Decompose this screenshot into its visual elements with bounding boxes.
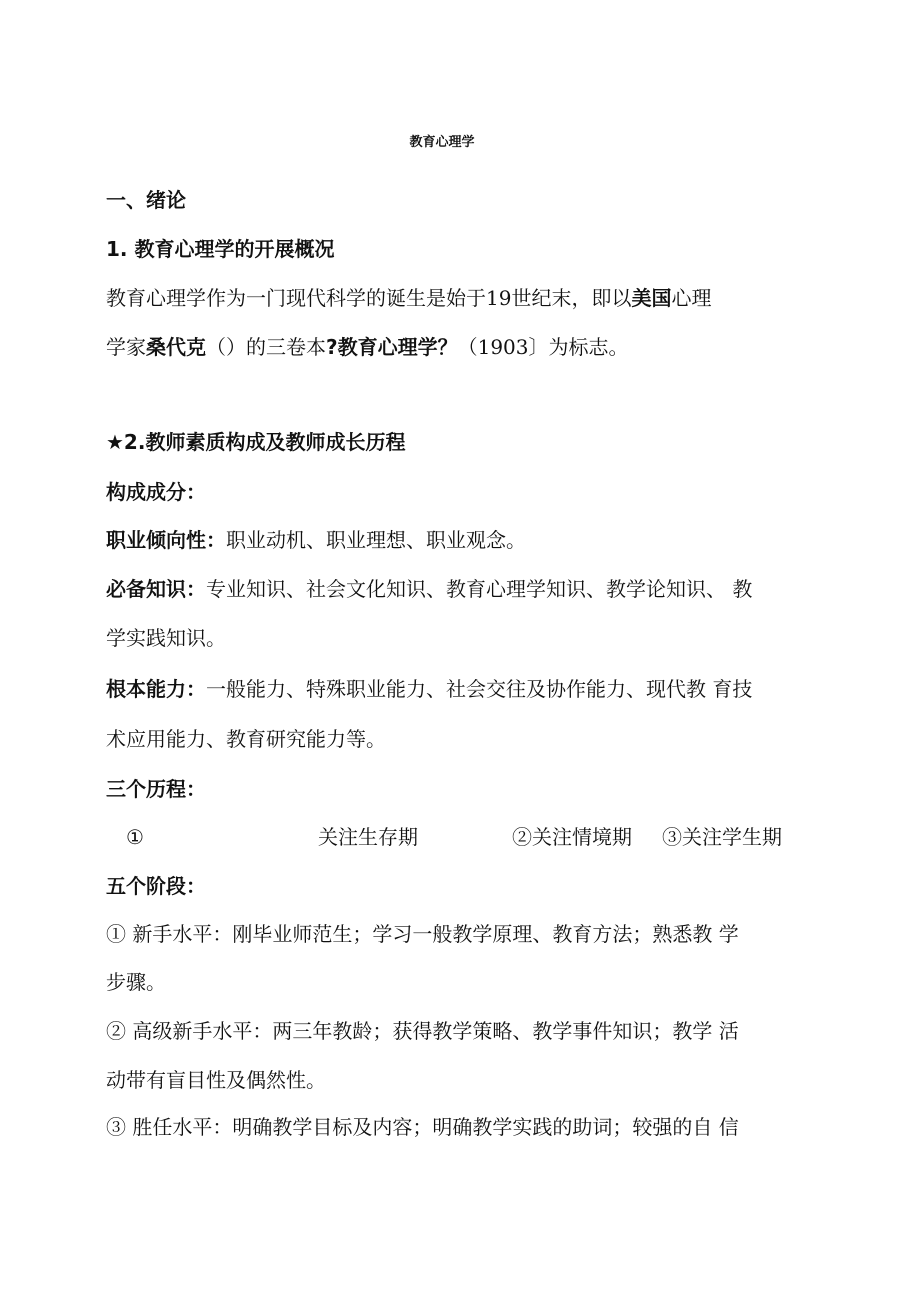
paragraph-line-2 — [106, 335, 629, 359]
document-title: 教育心理学 — [409, 135, 475, 150]
bold-term: 美国 — [631, 286, 672, 310]
stage-situation: ②关注情境期 — [512, 825, 632, 849]
competent-line-1: ③ 胜任水平：明确教学目标及内容；明确教学实践的助词；较强的自 信 — [106, 1115, 739, 1139]
three-stages-heading: 三个历程： — [106, 777, 206, 801]
paragraph-text: 教育心理学作为一门现代科学的诞生是始于19世纪末，即以 — [106, 286, 632, 310]
stage-student: ③关注学生期 — [662, 825, 782, 849]
section-heading-intro: 一、绪论 — [106, 188, 186, 212]
vocation-line — [106, 528, 526, 552]
paragraph-text: 学家 — [106, 335, 146, 359]
ability-line-2: 术应用能力、教育研究能力等。 — [106, 727, 386, 751]
knowledge-line-2: 学实践知识。 — [106, 626, 226, 650]
novice-line-1: ① 新手水平：刚毕业师范生；学习一般教学原理、教育方法；熟悉教 学 — [106, 922, 739, 946]
stage-number: ① — [126, 825, 144, 849]
paragraph-text: 心理 — [671, 286, 712, 310]
knowledge-label: 必备知识： — [106, 577, 206, 601]
stage-survival: 关注生存期 — [318, 825, 418, 849]
five-stages-heading: 五个阶段： — [106, 874, 206, 898]
paragraph-line-1 — [106, 286, 711, 310]
bold-term: ?教育心理学？ — [326, 335, 458, 359]
three-stages-list — [0, 825, 920, 849]
bold-term: 桑代克 — [146, 335, 206, 359]
ability-line-1 — [106, 677, 752, 701]
advanced-novice-line-2: 动带有盲目性及偶然性。 — [106, 1068, 326, 1092]
ability-text: 一般能力、特殊职业能力、社会交往及协作能力、现代教 育技 — [206, 677, 753, 701]
paragraph-text: （）的三卷本 — [206, 335, 326, 359]
subsection-heading-overview: 1. 教育心理学的开展概况 — [106, 237, 335, 261]
paragraph-text: （1903〕为标志。 — [457, 335, 629, 359]
ability-label: 根本能力： — [106, 677, 206, 701]
knowledge-line-1 — [106, 577, 752, 601]
vocation-label: 职业倾向性： — [106, 528, 226, 552]
novice-line-2: 步骤。 — [106, 970, 166, 994]
knowledge-text: 专业知识、社会文化知识、教育心理学知识、教学论知识、 教 — [206, 577, 753, 601]
advanced-novice-line-1: ② 高级新手水平：两三年教龄；获得教学策略、教学事件知识；教学 活 — [106, 1019, 739, 1043]
components-heading: 构成成分： — [106, 480, 206, 504]
subsection-heading-teacher: ★2.教师素质构成及教师成长历程 — [106, 430, 406, 454]
vocation-text: 职业动机、职业理想、职业观念。 — [226, 528, 526, 552]
